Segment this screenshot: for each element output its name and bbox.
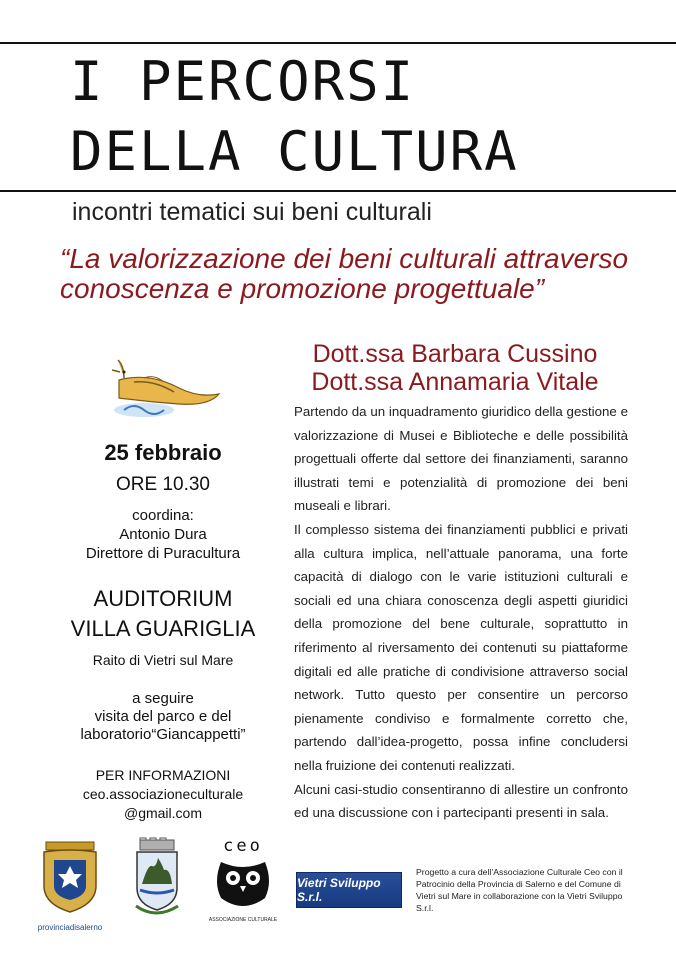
bird-illustration xyxy=(104,352,224,422)
follow-line-3: laboratorio“Giancappetti” xyxy=(80,726,246,743)
ceo-logo xyxy=(208,836,278,926)
vietri-crest-icon xyxy=(132,836,182,920)
description-paragraph-2: Il complesso sistema dei finanziamenti pubblici e privati alla cultura implica, nell’attuale panorama, una forte capacità di dialogo con le varie istituzioni culturali e sociali ed una chiara conoscenza degli aspetti giuridici della promozione del bene culturale, soprattutto in riferimento al riversamento dei contenuti su piattaforme digitali ed alle pratiche di condivisione attraverso social network. Tutto questo per consentire un percorso pienamente condiviso e formalmente corretto che, partendo dall’idea-progetto, possa infine concludersi nella fruizione dei contenuti realizzati. xyxy=(294,521,628,773)
owl-icon xyxy=(213,856,273,912)
email-line-1: ceo.associazioneculturale xyxy=(82,786,244,802)
description-paragraph-1: Partendo da un inquadramento giuridico della gestione e valorizzazione di Musei e Biblioteche e delle possibilità progettuali offerte dal settore dei finanziamenti, saranno illustrati temi e potenzialità di promozione dei beni museali e librari. xyxy=(294,404,628,514)
bottom-rule xyxy=(0,190,676,192)
event-time: ORE 10.30 xyxy=(116,474,210,495)
quote-title: “La valorizzazione dei beni culturali attraverso conoscenza e promozione progettuale” xyxy=(60,243,629,304)
venue-block xyxy=(50,584,276,644)
ceo-label: ceo xyxy=(223,836,263,856)
ceo-sublabel: ASSOCIAZIONE CULTURALE xyxy=(208,917,278,923)
follow-line-2: visita del parco e del xyxy=(94,708,232,725)
coordinator-block xyxy=(50,506,276,563)
event-date: 25 febbraio xyxy=(104,440,222,465)
venue-line-1: AUDITORIUM xyxy=(93,586,233,611)
speaker-1: Dott.ssa Barbara Cussino xyxy=(312,340,598,368)
coordinator-label: coordina: xyxy=(132,507,194,524)
description xyxy=(294,400,628,825)
follow-line-1: a seguire xyxy=(132,690,194,707)
follow-block xyxy=(50,690,276,744)
provincia-logo xyxy=(36,836,104,932)
provincia-label: provinciadisalerno xyxy=(37,923,103,932)
speaker-2: Dott.ssa Annamaria Vitale xyxy=(311,368,599,396)
venue-line-2: VILLA GUARIGLIA xyxy=(70,616,256,641)
top-rule xyxy=(0,42,676,44)
subtitle: incontri tematici sui beni culturali xyxy=(72,198,432,226)
footer-credits: Progetto a cura dell’Associazione Culturale Ceo con il Patrocinio della Provincia di Salerno e del Comune di Vietri sul Mare in collaborazione con la Vietri Sviluppo S.r.l. xyxy=(416,867,623,913)
title-line-2: DELLA CULTURA xyxy=(70,120,519,183)
event-place: Raito di Vietri sul Mare xyxy=(92,652,234,668)
description-paragraph-3: Alcuni casi-studio consentiranno di allestire un confronto ed una discussione con i partecipanti presenti in sala. xyxy=(294,781,628,821)
provincia-crest-icon xyxy=(36,836,104,918)
title-line-1: I PERCORSI xyxy=(70,50,416,113)
info-label: PER INFORMAZIONI xyxy=(95,767,231,783)
coordinator-name: Antonio Dura xyxy=(119,526,207,543)
coordinator-role: Direttore di Puracultura xyxy=(85,545,241,562)
vietri-sviluppo-logo: Vietri Sviluppo S.r.l. xyxy=(296,872,402,908)
info-block xyxy=(50,766,276,823)
email-line-2: @gmail.com xyxy=(123,805,202,821)
